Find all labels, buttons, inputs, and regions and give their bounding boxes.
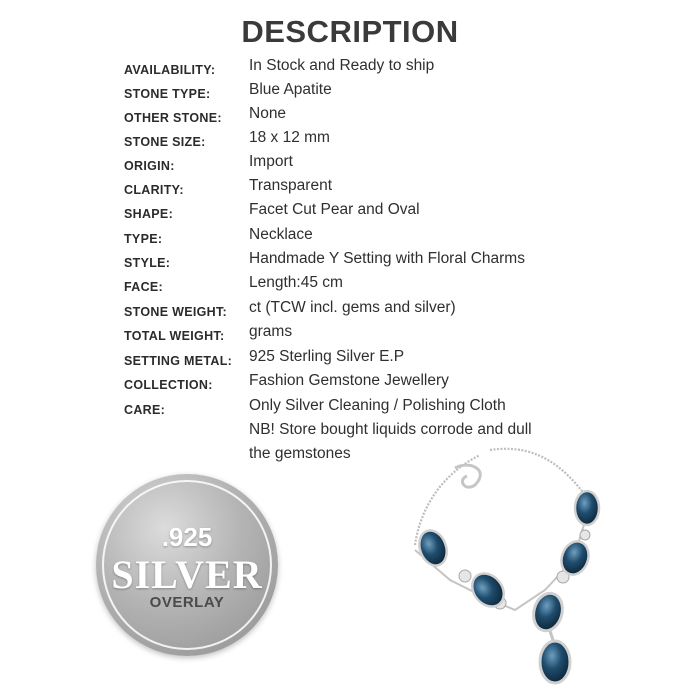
spec-value: grams <box>249 323 293 340</box>
page-title: DESCRIPTION <box>241 14 459 49</box>
pendant-link <box>550 631 553 640</box>
spec-label: OTHER STONE: <box>124 111 222 125</box>
spec-value: Only Silver Cleaning / Polishing Cloth <box>249 397 506 414</box>
spec-label: COLLECTION: <box>124 378 213 392</box>
spec-value: Blue Apatite <box>249 81 332 98</box>
spec-value: Handmade Y Setting with Floral Charms <box>249 250 525 267</box>
spec-label: TYPE: <box>124 232 163 246</box>
spec-label: STONE WEIGHT: <box>124 305 227 319</box>
spec-value: Necklace <box>249 226 313 243</box>
badge-purity: .925 <box>161 522 213 552</box>
pear-gemstone <box>415 527 452 570</box>
badge-metal: SILVER <box>111 552 263 597</box>
floral-charm <box>580 530 590 540</box>
spec-value: Fashion Gemstone Jewellery <box>249 372 449 389</box>
necklace-chain <box>490 449 585 495</box>
badge-finish: OVERLAY <box>149 594 225 611</box>
spec-label: FACE: <box>124 280 163 294</box>
spec-label: STONE TYPE: <box>124 87 211 101</box>
floral-charm <box>459 570 471 582</box>
silver-overlay-badge <box>96 474 278 656</box>
necklace-clasp <box>455 465 480 487</box>
spec-label: CLARITY: <box>124 183 184 197</box>
spec-value: Transparent <box>249 177 332 194</box>
necklace-product-image <box>395 440 615 690</box>
spec-label: ORIGIN: <box>124 159 175 173</box>
care-note-text: the gemstones <box>249 445 351 462</box>
spec-value: In Stock and Ready to ship <box>249 57 435 74</box>
spec-value: 18 x 12 mm <box>249 129 330 146</box>
spec-value: Facet Cut Pear and Oval <box>249 201 420 218</box>
spec-label: STYLE: <box>124 256 171 270</box>
spec-label: CARE: <box>124 403 166 417</box>
spec-value: Import <box>249 153 293 170</box>
spec-value: Length:45 cm <box>249 274 343 291</box>
pendant-gemstone <box>540 641 570 683</box>
spec-label: AVAILABILITY: <box>124 63 216 77</box>
spec-label: SETTING METAL: <box>124 354 233 368</box>
pear-gemstone <box>575 491 599 525</box>
spec-label: SHAPE: <box>124 207 174 221</box>
spec-value: 925 Sterling Silver E.P <box>249 348 405 365</box>
spec-value: None <box>249 105 287 122</box>
spec-label: TOTAL WEIGHT: <box>124 329 225 343</box>
spec-value: ct (TCW incl. gems and silver) <box>249 299 456 316</box>
spec-label: STONE SIZE: <box>124 135 206 149</box>
care-note-text: NB! Store bought liquids corrode and dull <box>249 421 532 438</box>
